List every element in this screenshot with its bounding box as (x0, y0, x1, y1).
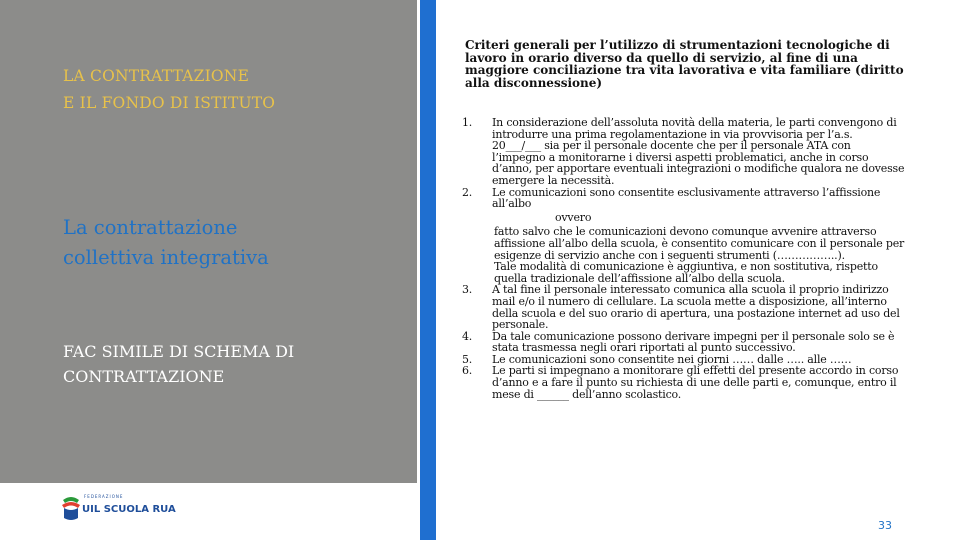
sub-line: affissione all’albo della scuola, è consentito comunicare con il personale per (494, 236, 905, 250)
list-line: l’impegno a monitorarne i diversi aspetti problematici, anche in corso (492, 150, 869, 164)
sub-line: Tale modalità di comunicazione è aggiuntiva, e non sostitutiva, rispetto (494, 260, 878, 274)
heading-line: lavoro in orario diverso da quello di servizio, al fine di una (465, 50, 858, 65)
list-line: mese di ______ dell’anno scolastico. (492, 387, 682, 401)
list-line: stata trasmessa negli orari riportati al punto successivo. (492, 341, 796, 355)
list-line: Le parti si impegnano a monitorare gli effetti del presente accordo in corso (492, 364, 899, 378)
section-title (63, 63, 275, 117)
list-line: d’anno, per apportare eventuali integrazioni o modifiche qualora ne dovesse (492, 162, 905, 176)
ovvero-label: ovvero (555, 210, 592, 224)
list-number: 2. (462, 185, 473, 199)
list-line: emergere la necessità. (492, 173, 615, 187)
list-item (462, 187, 932, 210)
numbered-list (462, 117, 932, 400)
facsimile-line: FAC SIMILE DI SCHEMA DI (63, 342, 295, 361)
section-title-line: E IL FONDO DI ISTITUTO (63, 94, 276, 112)
list-item (462, 117, 932, 187)
list-line: all’albo (492, 197, 532, 211)
logo-top-text: FEDERAZIONE (84, 494, 124, 499)
sub-line: fatto salvo che le comunicazioni devono comunque avvenire attraverso (494, 225, 877, 239)
list-item (462, 365, 932, 400)
heading-line: alla disconnessione) (465, 75, 603, 90)
list-item (462, 331, 932, 354)
list-number: 3. (462, 283, 473, 297)
uil-scuola-logo (60, 494, 176, 524)
list-number: 6. (462, 364, 473, 378)
subtitle-line: collettiva integrativa (63, 246, 269, 269)
section-title-line: LA CONTRATTAZIONE (63, 67, 250, 85)
list-line: mail e/o il numero di cellulare. La scuola mette a disposizione, all’interno (492, 294, 887, 308)
logo-text: UIL SCUOLA RUA (82, 504, 176, 515)
sub-paragraph (462, 226, 932, 284)
list-line: introdurre una prima regolamentazione in via provvisoria per l’a.s. (492, 127, 853, 141)
list-line: Le comunicazioni sono consentite esclusivamente attraverso l’affissione (492, 185, 881, 199)
list-line: In considerazione dell’assoluta novità della materia, le parti convengono di (492, 116, 897, 129)
list-line: 20___/___ sia per il personale docente che per il personale ATA con (492, 139, 851, 153)
heading-line: Criteri generali per l’utilizzo di strumentazioni tecnologiche di (465, 38, 890, 52)
subtitle-line: La contrattazione (63, 216, 238, 239)
list-number: 1. (462, 116, 473, 129)
list-line: d’anno e a fare il punto su richiesta di une delle parti e, comunque, entro il (492, 376, 897, 390)
facsimile-label (63, 339, 294, 389)
blue-accent-bar (420, 0, 436, 540)
list-number: 4. (462, 329, 473, 343)
facsimile-line: CONTRATTAZIONE (63, 367, 225, 386)
list-number: 5. (462, 352, 473, 366)
list-line: personale. (492, 318, 549, 332)
list-line: della scuola e del suo orario di apertura, una postazione internet ad uso del (492, 306, 900, 320)
logo-icon (60, 494, 82, 522)
list-line: Le comunicazioni sono consentite nei giorni …… dalle ….. alle …… (492, 352, 852, 366)
list-line: Da tale comunicazione possono derivare impegni per il personale solo se è (492, 329, 895, 343)
list-line: A tal fine il personale interessato comunica alla scuola il proprio indirizzo (492, 283, 889, 297)
heading-line: maggiore conciliazione tra vita lavorativa e vita familiare (diritto (465, 63, 904, 77)
sub-line: quella tradizionale dell’affissione all’albo della scuola. (494, 271, 785, 285)
content-heading (465, 39, 935, 89)
slide-subtitle (63, 213, 269, 273)
page-number: 33 (878, 519, 892, 532)
list-item (462, 284, 932, 330)
sub-line: esigenze di servizio anche con i seguenti strumenti (……………..). (494, 248, 845, 262)
